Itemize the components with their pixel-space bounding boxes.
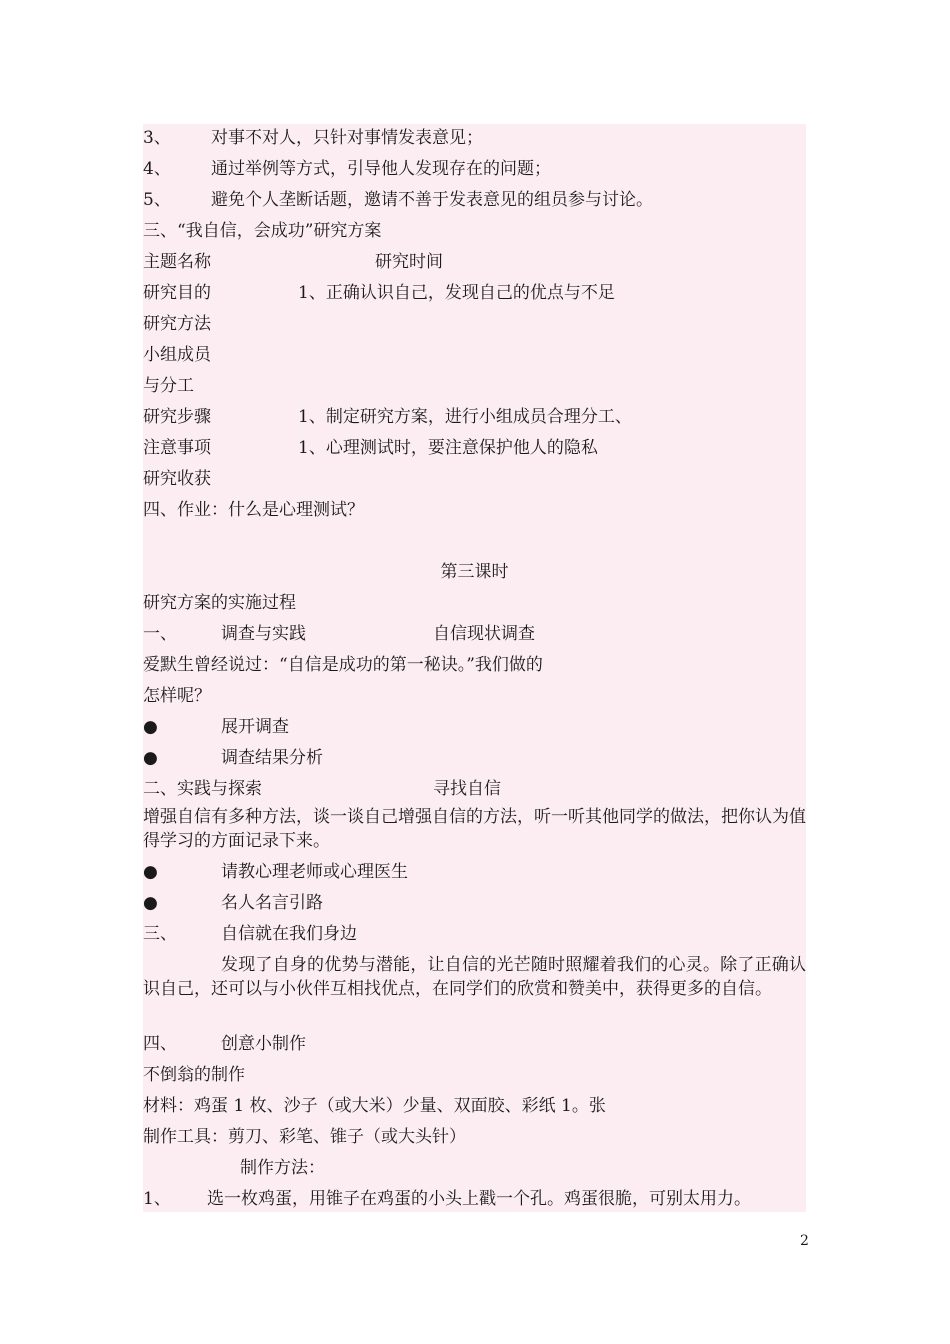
- materials-line: 材料：鸡蛋 1 枚、沙子（或大米）少量、双面胶、彩纸 1。张: [143, 1096, 606, 1116]
- row-method: 研究方法: [143, 314, 211, 334]
- paragraph-confidence: 发现了自身的优势与潜能，让自信的光芒随时照耀着我们的心灵。除了正确认识自己，还可以与小伙伴互相找优点，在同学们的欣赏和赞美中，获得更多的自信。: [143, 955, 806, 999]
- bullet-icon: ●: [143, 893, 158, 913]
- list-item-5: 5、 避免个人垄断话题，邀请不善于发表意见的组员参与讨论。: [143, 190, 653, 210]
- row-steps: 研究步骤 1、制定研究方案，进行小组成员合理分工、: [143, 407, 632, 427]
- list-item-4: 4、 通过举例等方式，引导他人发现存在的问题；: [143, 159, 551, 179]
- section-4-heading: 四、 创意小制作: [143, 1034, 306, 1054]
- section-2-heading: 二、实践与探索 寻找自信: [143, 779, 501, 799]
- bullet-icon: ●: [143, 717, 158, 737]
- row-members-2: 与分工: [143, 376, 194, 396]
- lesson-3-title: 第三课时: [440, 562, 509, 582]
- section-1-heading: 一、 调查与实践 自信现状调查: [143, 624, 535, 644]
- row-notes: 注意事项 1、心理测试时，要注意保护他人的隐私: [143, 438, 598, 458]
- page-number: 2: [800, 1233, 809, 1249]
- paragraph-methods: 增强自信有多种方法，谈一谈自己增强自信的方法，听一听其他同学的做法，把你认为值得学习的方面记录下来。: [143, 807, 806, 851]
- section-3-heading: 三、“我自信，会成功”研究方案: [143, 221, 382, 241]
- row-theme: 主题名称 研究时间: [143, 252, 443, 272]
- method-label: 制作方法：: [240, 1158, 325, 1178]
- homework: 四、作业：什么是心理测试？: [143, 500, 364, 520]
- bullet-icon: ●: [143, 862, 158, 882]
- row-members-1: 小组成员: [143, 345, 211, 365]
- emerson-quote-1: 爱默生曾经说过：“自信是成功的第一秘诀。”我们做的: [143, 655, 543, 675]
- document-body: 3、 对事不对人，只针对事情发表意见； 4、 通过举例等方式，引导他人发现存在的问题； 5、 避免个人垄断话题，邀请不善于发表意见的组员参与讨论。 三、“我自信，会成功”研究方案 主题名称 研究时间 研究目的 1、正确认识自己，发现自己的优点与不足 研究方法 小组成员 与分工 研究步骤 1、制定研究方案，进行小组成员合理分工、 注意事项 1、心理测试时，要注意保护他人的隐私 研究收获 四、作业：什么是心理测试？ 第三课时 研究方案的实施过程 一、 调查与实践 自信现状调查 爱默生曾经说过：“自信是成功的第一秘诀。”我们做的 怎样呢？ ● 展开调查 ● 调查结果分析 二、实践与探索 寻找自信 增强自信有多种方法，谈一谈自己增强自信的方法，听一听其他同学的做法，把你认为值得学习的方面记录下来。 ● 请教心理老师或心理医生 ● 名人名言引路 三、 自信就在我们身边 发现了自身的优势与潜能，让自信的光芒随时照耀着我们的心灵。除了正确认识自己，还可以与小伙伴互相找优点，在同学们的欣赏和赞美中，获得更多的自信。 四、 创意小制作 不倒翁的制作 材料：鸡蛋 1 枚、沙子（或大米）少量、双面胶、彩纸 1。张 制作工具：剪刀、彩笔、锥子（或大头针） 制作方法： 1、 选一枚鸡蛋，用锥子在鸡蛋的小头上戳一个孔。鸡蛋很脆，可别太用力。: [143, 124, 806, 1212]
- section-3b-heading: 三、 自信就在我们身边: [143, 924, 357, 944]
- implementation-title: 研究方案的实施过程: [143, 593, 296, 613]
- list-item-3: 3、 对事不对人，只针对事情发表意见；: [143, 128, 483, 148]
- row-goal: 研究目的 1、正确认识自己，发现自己的优点与不足: [143, 283, 615, 303]
- tumbler-title: 不倒翁的制作: [143, 1065, 245, 1085]
- emerson-quote-2: 怎样呢？: [143, 686, 211, 706]
- tools-line: 制作工具：剪刀、彩笔、锥子（或大头针）: [143, 1127, 466, 1147]
- bullet-icon: ●: [143, 748, 158, 768]
- step-1: 1、 选一枚鸡蛋，用锥子在鸡蛋的小头上戳一个孔。鸡蛋很脆，可别太用力。: [143, 1189, 751, 1209]
- row-gain: 研究收获: [143, 469, 211, 489]
